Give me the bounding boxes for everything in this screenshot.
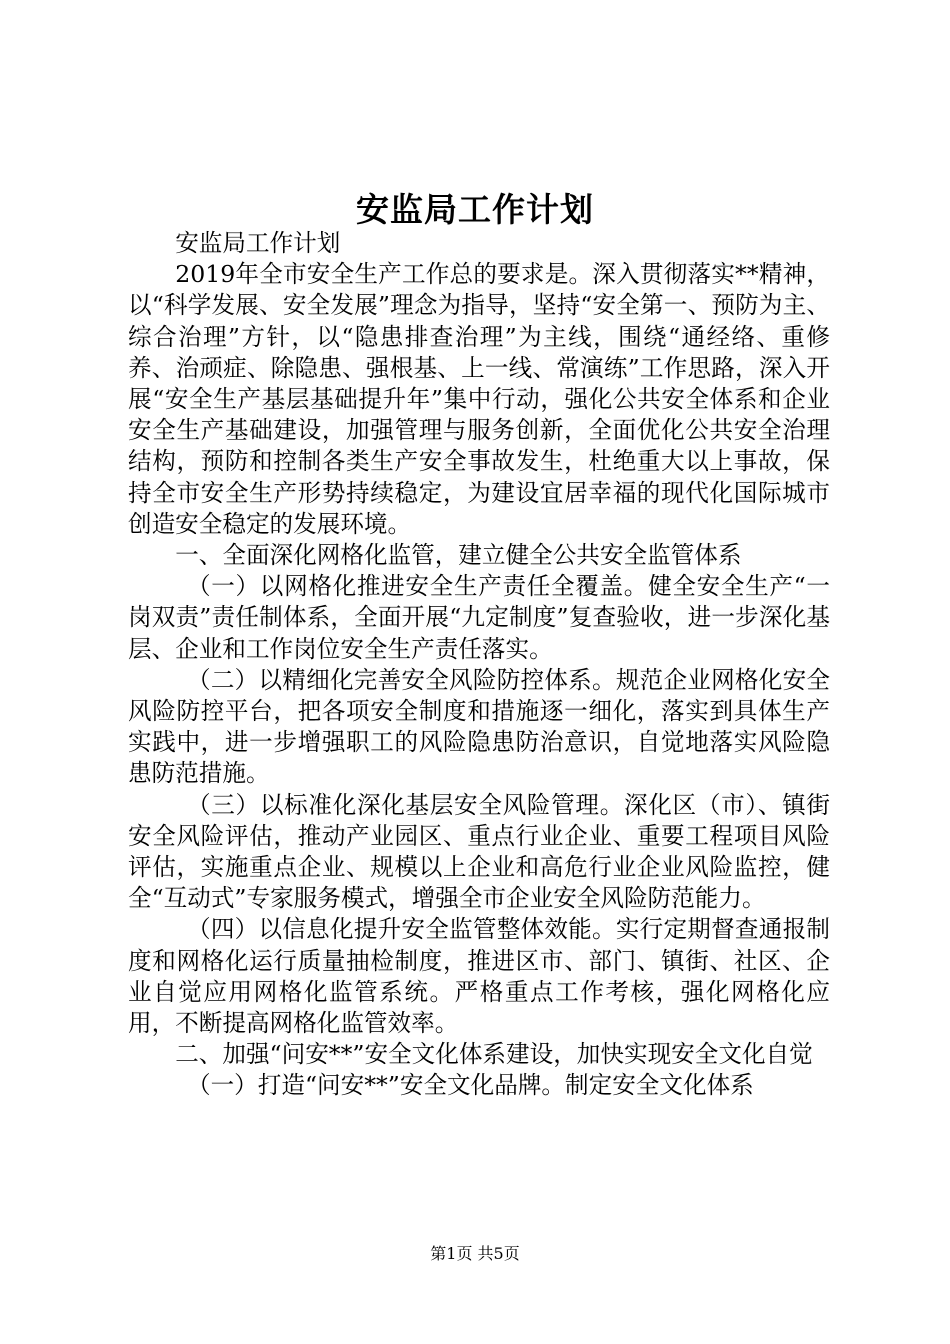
paragraph-2-1: （一）打造“问安**”安全文化品牌。制定安全文化体系 bbox=[187, 1071, 754, 1100]
paragraph-subtitle: 安监局工作计划 bbox=[175, 229, 341, 257]
page-footer: 第1页 共5页 bbox=[430, 1244, 520, 1263]
document-body bbox=[128, 228, 830, 1102]
paragraph-1-2: （二）以精细化完善安全风险防控体系。规范企业网格化安全风险防控平台，把各项安全制度和措施逐一细化，落实到具体生产实践中，进一步增强职工的风险隐患防治意识，自觉地落实风险隐患防范措施。 bbox=[128, 665, 830, 788]
paragraph-1-1: （一）以网格化推进安全生产责任全覆盖。健全安全生产“一岗双责”责任制体系，全面开展“九定制度”复查验收，进一步深化基层、企业和工作岗位安全生产责任落实。 bbox=[128, 572, 830, 663]
paragraph-1-3: （三）以标准化深化基层安全风险管理。深化区（市）、镇街安全风险评估，推动产业园区、重点行业企业、重要工程项目风险评估，实施重点企业、规模以上企业和高危行业企业风险监控，健全“互动式”专家服务模式，增强全市企业安全风险防范能力。 bbox=[128, 790, 830, 913]
document-title: 安监局工作计划 bbox=[356, 190, 594, 229]
paragraph-overview: 2019年全市安全生产工作总的要求是。深入贯彻落实**精神，以“科学发展、安全发展”理念为指导，坚持“安全第一、预防为主、综合治理”方针，以“隐患排查治理”为主线，围绕“通经络、重修养、治顽症、除隐患、强根基、上一线、常演练”工作思路，深入开展“安全生产基层基础提升年”集中行动，强化公共安全体系和企业安全生产基础建设，加强管理与服务创新，全面优化公共安全治理结构，预防和控制各类生产安全事故发生，杜绝重大以上事故，保持全市安全生产形势持续稳定，为建设宜居幸福的现代化国际城市创造安全稳定的发展环境。 bbox=[128, 260, 830, 538]
section-heading-2: 二、加强“问安**”安全文化体系建设，加快实现安全文化自觉 bbox=[175, 1040, 813, 1069]
section-heading-1: 一、全面深化网格化监管，建立健全公共安全监管体系 bbox=[175, 541, 742, 570]
paragraph-1-4: （四）以信息化提升安全监管整体效能。实行定期督查通报制度和网格化运行质量抽检制度，推进区市、部门、镇街、社区、企业自觉应用网格化监管系统。严格重点工作考核，强化网格化应用，不断提高网格化监管效率。 bbox=[128, 915, 830, 1038]
